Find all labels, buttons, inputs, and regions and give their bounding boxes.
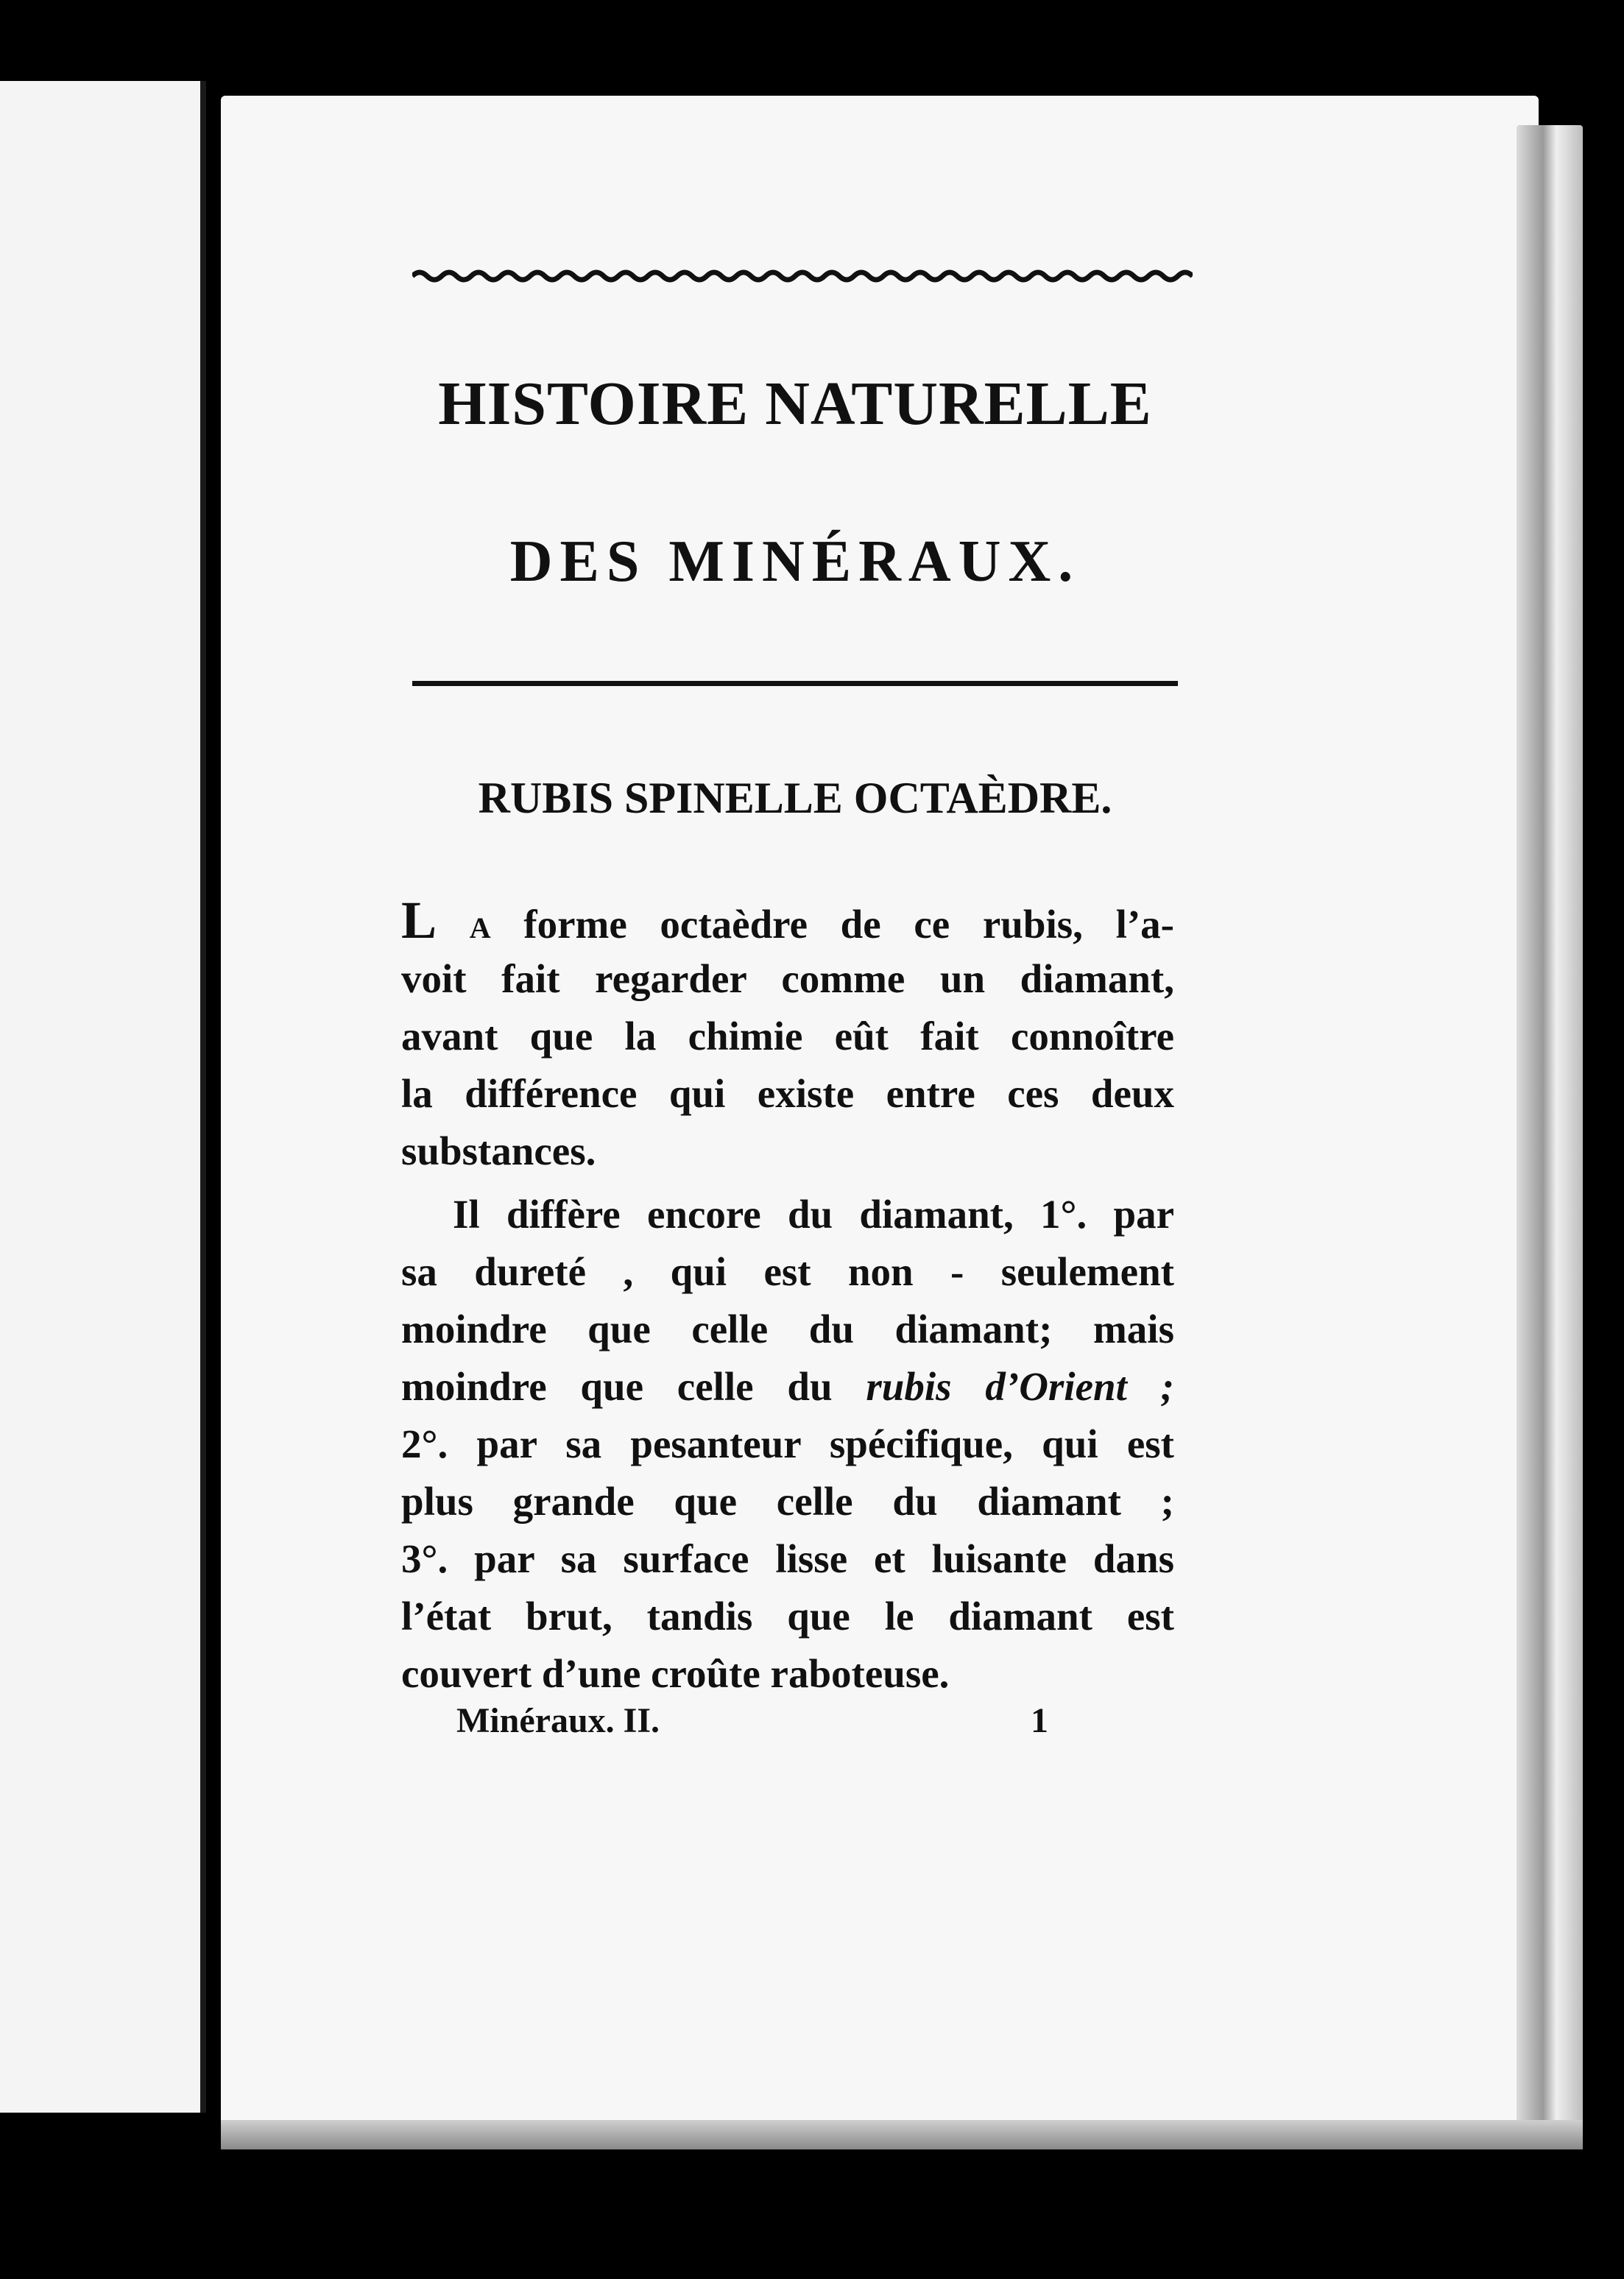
paragraph-2-line-1: Il diffère encore du diamant, 1°. par (453, 1192, 1174, 1237)
horizontal-rule (412, 681, 1178, 686)
paragraph-1-line-1-text: forme octaèdre de ce rubis, l’a- (523, 902, 1174, 947)
signature-mark: Minéraux. II. (456, 1701, 660, 1740)
paragraph-2-line-6: plus grande que celle du diamant ; (401, 1479, 1174, 1524)
page-edge-bottom (221, 2120, 1583, 2149)
page-edge-right (1517, 125, 1583, 2149)
paragraph-1-line-2: voit fait regarder comme un diamant, (401, 956, 1174, 1001)
ornamental-wavy-rule (412, 269, 1193, 283)
paragraph-2-line-5: 2°. par sa pesanteur spécifique, qui est (401, 1421, 1174, 1466)
paragraph-2-line-2: sa dureté , qui est non - seulement (401, 1249, 1174, 1294)
paragraph-2-line-4 (401, 1359, 1174, 1415)
paragraph-1-line-5: substances. (401, 1128, 596, 1173)
paragraph-1-line-1 (401, 892, 1174, 956)
paragraph-2-line-3: moindre que celle du diamant; mais (401, 1307, 1174, 1352)
paragraph-1-line-4: la différence qui existe entre ces deux (401, 1071, 1174, 1116)
page-subtitle: DES MINÉRAUX. (509, 529, 1081, 594)
paragraph-2-line-9: couvert d’une croûte raboteuse. (401, 1651, 950, 1696)
paragraph-2-line-4-text: moindre que celle du (401, 1364, 866, 1409)
paragraph-2-line-7: 3°. par sa surface lisse et luisante dans (401, 1536, 1174, 1581)
page-title: HISTOIRE NATURELLE (438, 370, 1152, 438)
paragraph-2-line-8: l’état brut, tandis que le diamant est (401, 1594, 1174, 1639)
paragraph-1-line-3: avant que la chimie eût fait connoître (401, 1014, 1174, 1059)
initial-small-cap: A (469, 911, 491, 944)
italic-term: rubis d’Orient ; (866, 1364, 1174, 1409)
initial-letter: L (401, 891, 437, 950)
section-heading: RUBIS SPINELLE OCTAÈDRE. (478, 774, 1112, 822)
left-facing-page (0, 81, 206, 2113)
signature-number: 1 (1031, 1701, 1048, 1740)
